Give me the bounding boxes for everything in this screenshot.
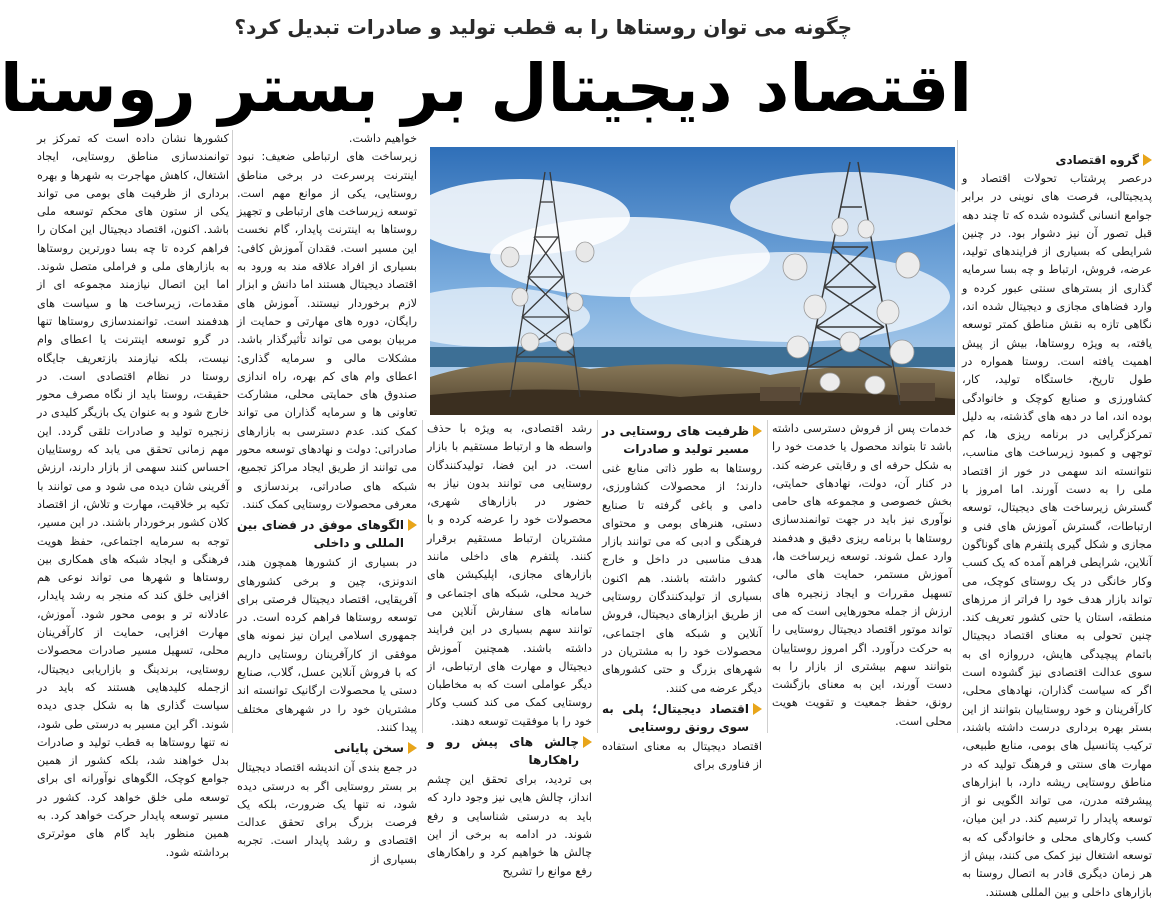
telecom-towers-photo bbox=[430, 147, 955, 415]
column-text: خدمات پس از فروش دسترسی داشته باشد تا بتواند محصول یا خدمت خود را به شکل حرفه ای و رقابتی عرضه کند. در کنار آن، دولت، نهادهای حمایتی، بخش خصوصی و مجموعه های حامی نوآوری نیز باید در جهت توانمندسازی روستاها با برنامه ریزی دقیق و هدفمند وارد عمل شوند. توسعه زیرساخت ها، آموزش مستمر، حمایت های مالی، تسهیل مقررات و ایجاد زنجیره های ارزش از جمله محورهایی است که می تواند موتور اقتصاد دیجیتال روستایی را به حرکت درآورد. اگر امروز روستاییان بتوانند سهم بیشتری از بازار را به دست آورند، این به معنای بازگشت رونق، حفظ جمعیت و تقویت هویت محلی است. bbox=[772, 422, 952, 728]
column-text: کشورها نشان داده است که تمرکز بر توانمندسازی مناطق روستایی، ایجاد اشتغال، کاهش مهاجرت به شهرها و بهره برداری از ظرفیت های بومی می تواند یکی از ستون های محکم توسعه ملی باشد. اکنون، اقتصاد دیجیتال این امکان را فراهم کرده تا چه بسا دورترین روستاها به بازارهای ملی و فراملی متصل شوند. اما این اتصال نیازمند مجموعه ای از مقدمات، زیرساخت ها و سیاست های هدفمند است. توانمندسازی روستاها تنها در گرو توسعه اینترنت یا اعطای وام نیست، بلکه نیازمند بازتعریف جایگاه روستا در نظام اقتصادی است. در حقیقت، روستا باید از نگاه مصرف محور خارج شود و به عنوان یک بازیگر کلیدی در زنجیره تولید و صادرات تلقی گردد. این مهم زمانی تحقق می یابد که روستاییان احساس کنند سهمی از بازار دارند، ارزش آفرینی شان دیده می شود و می توانند با تکیه بر خلاقیت، مهارت و تلاش، از اقتصاد کلان کشور برخوردار باشند. در این مسیر، توجه به سرمایه اجتماعی، حفظ هویت فرهنگی و ایجاد شبکه های همکاری بین روستاها و شهرها می تواند نوعی هم افزایی خلق کند که منجر به رشد پایدار، عادلانه تر و بومی محور شود. آموزش، مهارت افزایی، حمایت از کارآفرینان محلی، تسهیل مسیر صادرات محصولات روستایی، برندینگ و بازاریابی دیجیتال، ازجمله کلیدهایی هستند که باید در سیاست گذاری ها به شکل جدی دیده شوند. اگر این مسیر به درستی طی شود، نه تنها روستاها به قطب تولید و صادرات بدل خواهند شد، بلکه کشور از همین جوامع کوچک، الگوهای نوآورانه ای برای توسعه ملی خلق خواهد کرد. کشور در مسیر توسعه پایدار حرکت خواهد کرد. به همین منظور باید گام های موثرتری برداشته شود. bbox=[37, 132, 229, 859]
section-marker-icon bbox=[408, 519, 417, 531]
column-text: در جمع بندی آن اندیشه اقتصاد دیجیتال بر بستر روستایی اگر به درستی دیده شود، نه تنها یک ضرورت، بلکه یک فرصت بزرگ برای تحقق عدالت اقتصادی و رشد پایدار است. تجربه بسیاری از bbox=[237, 761, 417, 866]
column-divider bbox=[232, 130, 233, 733]
subheading-text: ظرفیت های روستایی در مسیر تولید و صادرات bbox=[602, 424, 749, 456]
subheading bbox=[602, 700, 762, 736]
subheading bbox=[237, 516, 417, 552]
section-marker-icon bbox=[753, 425, 762, 437]
byline bbox=[962, 150, 1152, 170]
subheading bbox=[427, 733, 592, 769]
column-divider bbox=[422, 420, 423, 733]
section-marker-icon bbox=[408, 742, 417, 754]
column-divider bbox=[767, 420, 768, 733]
subheading bbox=[237, 739, 417, 757]
article-column-2 bbox=[772, 420, 952, 733]
article-column-4 bbox=[427, 420, 592, 878]
section-marker-icon bbox=[583, 736, 592, 748]
column-text: زیرساخت های ارتباطی ضعیف: نبود اینترنت پرسرعت در برخی مناطق روستایی، یکی از موانع مهم است. توسعه زیرساخت های ارتباطی و تجهیز روستاها به اینترنت پایدار، گام نخست این مسیر است. فقدان آموزش کافی: بسیاری از افراد علاقه مند به ورود به اقتصاد دیجیتال هستند اما دانش و ابزار لازم برخوردار نیستند. آموزش های رایگان، دوره های مهارتی و حمایت از مربیان بومی می تواند تأثیرگذار باشد. مشکلات مالی و سرمایه گذاری: اعطای وام های کم بهره، راه اندازی صندوق های حمایتی محلی، مشارکت تعاونی ها و سرمایه گذاران می تواند کمک کند. عدم دسترسی به بازارهای صادراتی: دولت و نهادهای توسعه محور می توانند از طریق ایجاد مراکز تجمیع، شبکه های صادراتی، برندسازی و معرفی محصولات روستایی کمک کنند. bbox=[237, 150, 417, 511]
column-text: رشد اقتصادی، به ویژه با حذف واسطه ها و ارتباط مستقیم با بازار است. در این فضا، تولیدکنندگان روستایی می توانند بدون نیاز به حضور در بازارهای شهری، محصولات خود را عرضه کرده و با مشتریان ارتباط مستقیم برقرار کنند. پلتفرم های داخلی مانند بازارهای مجازی، اپلیکیشن های خرید محلی، شبکه های اجتماعی و سامانه های سفارش آنلاین می توانند سهم بسیاری در این فرایند داشته باشند. همچنین آموزش دیجیتال و مهارت های ارتباطی، از دیگر عواملی است که به مخاطبان روستایی کمک می کند کسب وکار خود را با موفقیت توسعه دهند. bbox=[427, 422, 592, 728]
section-marker-icon bbox=[753, 703, 762, 715]
article-column-5 bbox=[237, 130, 417, 866]
column-divider bbox=[957, 140, 958, 733]
column-text: درعصر پرشتاب تحولات اقتصاد و پدیجیتالی، فرصت های نوینی در برابر جوامع انسانی گشوده شده که تا چند دهه قبل تصور آن نیز دشوار بود. در چنین شرایطی که بسیاری از فرایندهای تولید، عرضه، فروش، ارتباط و چه بسا سرمایه گذاری از بسترهای سنتی عبور کرده و وارد فضاهای مجازی و دیجیتال شده اند، نگاهی تازه به نقش مناطق کمتر توسعه یافته، به ویژه روستاها، بیش از پیش اهمیت یافته است. روستا همواره در طول تاریخ، خاستگاه تولید، کار، کشاورزی و صنایع کوچک و خانوادگی بوده اند، اما در دهه های گذشته، به دلیل تمرکزگرایی در برنامه ریزی ها، کم توجهی و کمبود زیرساخت های مناسب، نتوانسته اند سهمی در خور از اقتصاد ملی را به دست آورند. اما امروز با گسترش زیرساخت های دیجیتال، توسعه ارتباطات، گسترش آموزش های فنی و مجازی و شکل گیری پلتفرم های گوناگون آنلاین، شرایطی فراهم آمده که یک کسب وکار خانگی در یک روستای کوچک، می تواند بازار هدف خود را فراتر از مرزهای منطقه، استان یا حتی کشور تعریف کند. چنین تحولی به معنای اقتصاد دیجیتال باتمام پیچیدگی هایش، درروازه ای به سوی عدالت اقتصادی نیز گشوده است اگر که سیاست گذاران، نهادهای محلی، کارآفرینان و خود روستاییان بتوانند از این بستر بهره برداری درست داشته باشند، ترکیب پتانسیل های بومی، منابع طبیعی، مهارت های سنتی و فرهنگ تولید که در مناطق روستایی ریشه دارد، با ابزارهای پیشرفته مدرن، می تواند الگویی نو از توسعه پایدار را ترسیم کند. در این میان، کسب وکارهای محلی و خانوادگی که به توسعه اشتغال نیز کمک می کنند، بیش از هر زمان دیگری قادر به اتصال روستا به بازارهای داخلی و بین المللی هستند. bbox=[962, 172, 1152, 899]
column-text: بی تردید، برای تحقق این چشم انداز، چالش هایی نیز وجود دارد که باید به درستی شناسایی و رفع شوند. در ادامه به برخی از این چالش ها خواهیم کرد و راهکارهای رفع موانع را تشریح bbox=[427, 773, 592, 878]
article-column-3 bbox=[602, 420, 762, 772]
section-marker-icon bbox=[1143, 154, 1152, 166]
subheading bbox=[602, 422, 762, 458]
kicker: چگونه می توان روستاها را به قطب تولید و صادرات تبدیل کرد؟ bbox=[234, 15, 852, 39]
article-column-6 bbox=[37, 130, 229, 859]
column-divider bbox=[597, 420, 598, 733]
subheading-text: چالش های پیش رو و راهکارها bbox=[427, 735, 579, 768]
column-text: در بسیاری از کشورها همچون هند، اندونزی، چین و برخی کشورهای آفریقایی، اقتصاد دیجیتال فرصتی برای توسعه روستاها فراهم کرده است. در جمهوری اسلامی ایران نیز نمونه های موفقی از کارآفرینان روستایی داریم که با فروش آنلاین عسل، گلاب، صنایع دستی یا محصولات ارگانیک توانسته اند مشتریان خود را در شهرهای مختلف پیدا کنند. bbox=[237, 556, 417, 734]
headline: اقتصاد دیجیتال بر بستر روستا bbox=[0, 50, 972, 127]
column-text: خواهیم داشت. bbox=[348, 132, 417, 145]
byline-text: گروه اقتصادی bbox=[1055, 153, 1139, 167]
column-text: اقتصاد دیجیتال به معنای استفاده از فناوری برای bbox=[602, 739, 762, 772]
subheading-text: اقتصاد دیجیتال؛ پلی به سوی رونق روستایی bbox=[602, 701, 749, 734]
column-text: روستاها به طور ذاتی منابع غنی دارند؛ از محصولات کشاورزی، دامی و باغی گرفته تا صنایع دستی، هنرهای بومی و محتوای فرهنگی و ادبی که می توانند بازار هدف مناسبی در داخل و خارج کشور داشته باشند. هم اکنون بسیاری از تولیدکنندگان روستایی از طریق ابزارهای دیجیتال، فروش آنلاین و شبکه های اجتماعی، محصولات خود را به مشتریان در شهرهای بزرگ و حتی کشورهای دیگر عرضه می کنند. bbox=[602, 462, 762, 695]
article-column-1 bbox=[962, 150, 1152, 899]
subheading-text: الگوهای موفق در فضای بین المللی و داخلی bbox=[237, 518, 404, 551]
subheading-text: سخن پایانی bbox=[333, 741, 404, 756]
